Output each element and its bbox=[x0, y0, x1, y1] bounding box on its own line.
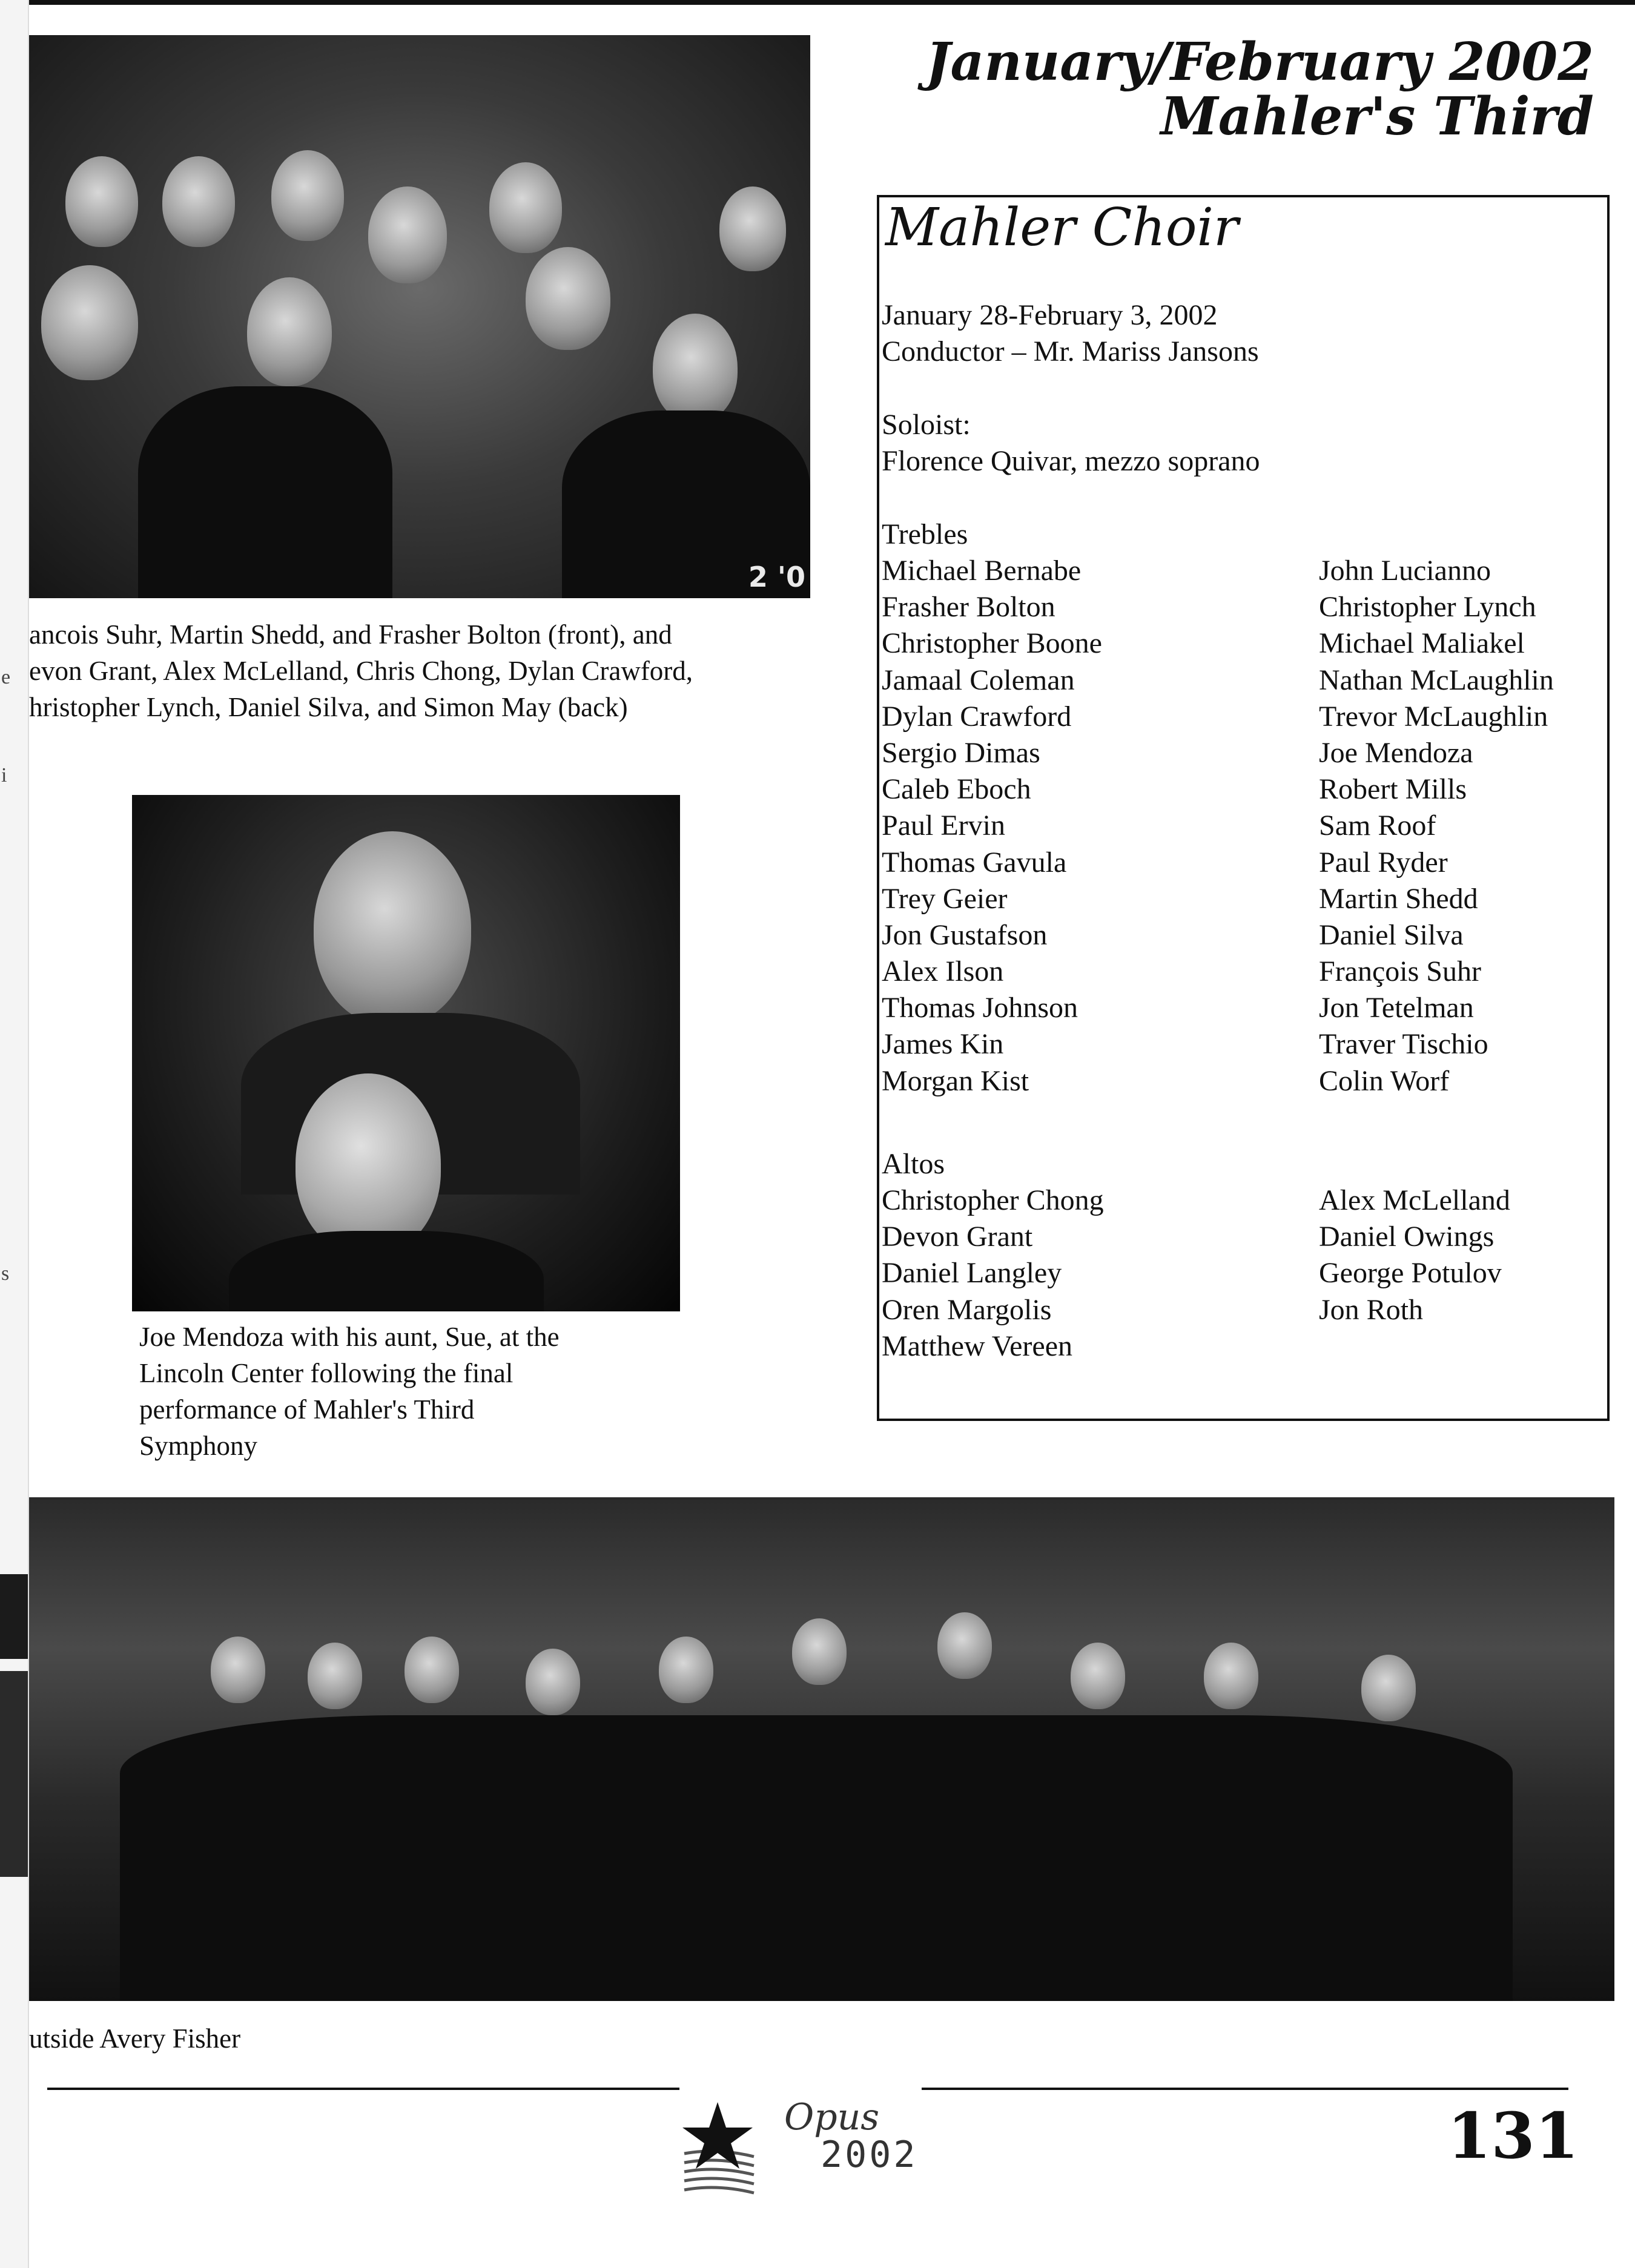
page-header bbox=[925, 31, 1594, 147]
logo-year: 2002 bbox=[821, 2134, 918, 2176]
edge-letter: i bbox=[1, 764, 7, 786]
list-item: Colin Worf bbox=[1319, 1064, 1450, 1097]
list-item: Michael Bernabe bbox=[882, 555, 1082, 587]
list-item: James Kin bbox=[882, 1028, 1004, 1061]
header-title: Mahler's Third bbox=[1160, 86, 1594, 147]
list-item: Frasher Bolton bbox=[882, 591, 1055, 624]
choir-box bbox=[877, 195, 1610, 1421]
opus-logo bbox=[681, 2096, 923, 2199]
logo-word: Opus bbox=[784, 2096, 880, 2138]
page-number: 131 bbox=[1447, 2098, 1579, 2173]
choir-dates: January 28-February 3, 2002 bbox=[882, 299, 1218, 331]
footer-rule-left bbox=[47, 2088, 679, 2090]
choir-title: Mahler Choir bbox=[885, 197, 1239, 258]
photo-date-stamp: 2 '0 bbox=[748, 561, 805, 593]
list-item: Nathan McLaughlin bbox=[1319, 664, 1554, 696]
soloist-label: Soloist: bbox=[882, 409, 971, 441]
list-item: Thomas Johnson bbox=[882, 992, 1078, 1024]
list-item: Joe Mendoza bbox=[1319, 736, 1473, 769]
joe-mendoza-photo bbox=[132, 795, 680, 1311]
list-item: Jon Roth bbox=[1319, 1293, 1424, 1326]
list-item: Matthew Vereen bbox=[882, 1330, 1072, 1362]
list-item: Trey Geier bbox=[882, 882, 1008, 915]
list-item: George Potulov bbox=[1319, 1257, 1502, 1290]
soloist-name: Florence Quivar, mezzo soprano bbox=[882, 445, 1260, 477]
choir-conductor: Conductor – Mr. Mariss Jansons bbox=[882, 335, 1259, 368]
list-item: Jon Tetelman bbox=[1319, 992, 1474, 1024]
middle-photo-caption: Joe Mendoza with his aunt, Sue, at the Lincoln Center following the final performance of Mahler's Third Symphony bbox=[139, 1322, 560, 1461]
binding-strip bbox=[0, 0, 29, 2268]
list-item: Jamaal Coleman bbox=[882, 664, 1075, 696]
edge-letter: s bbox=[1, 1262, 10, 1285]
list-item: Alex McLelland bbox=[1319, 1184, 1510, 1216]
list-item: Dylan Crawford bbox=[882, 700, 1072, 733]
list-item: Daniel Langley bbox=[882, 1257, 1062, 1290]
list-item: Christopher Chong bbox=[882, 1184, 1104, 1216]
footer-rule-right bbox=[922, 2088, 1568, 2090]
list-item: Michael Maliakel bbox=[1319, 627, 1525, 660]
altos-right-list bbox=[1319, 1182, 1510, 1328]
list-item: Daniel Silva bbox=[1319, 918, 1464, 951]
list-item: Devon Grant bbox=[882, 1221, 1033, 1253]
top-border bbox=[0, 0, 1635, 5]
list-item: Sergio Dimas bbox=[882, 736, 1040, 769]
altos-left-list bbox=[882, 1182, 1104, 1365]
list-item: François Suhr bbox=[1319, 955, 1481, 988]
list-item: Paul Ryder bbox=[1319, 846, 1448, 879]
top-photo-caption: ancois Suhr, Martin Shedd, and Frasher Bolton (front), and evon Grant, Alex McLelland, Chris Chong, Dylan Crawford, hristopher Lynch, Daniel Silva, and Simon May (back) bbox=[29, 619, 693, 722]
list-item: Robert Mills bbox=[1319, 773, 1467, 806]
list-item: Alex Ilson bbox=[882, 955, 1004, 988]
list-item: Trevor McLaughlin bbox=[1319, 700, 1548, 733]
choir-group-photo bbox=[29, 1497, 1614, 2001]
list-item: Traver Tischio bbox=[1319, 1028, 1488, 1061]
header-date: January/February 2002 bbox=[925, 31, 1594, 93]
edge-letter: e bbox=[1, 666, 11, 688]
binding-dark-band bbox=[0, 1671, 28, 1877]
list-item: Oren Margolis bbox=[882, 1293, 1052, 1326]
list-item: John Lucianno bbox=[1319, 555, 1491, 587]
list-item: Daniel Owings bbox=[1319, 1221, 1495, 1253]
trebles-left-list bbox=[882, 553, 1102, 1099]
list-item: Caleb Eboch bbox=[882, 773, 1031, 806]
list-item: Thomas Gavula bbox=[882, 846, 1067, 879]
list-item: Jon Gustafson bbox=[882, 918, 1048, 951]
list-item: Morgan Kist bbox=[882, 1064, 1029, 1097]
list-item: Paul Ervin bbox=[882, 809, 1005, 842]
group-photo-boys bbox=[29, 35, 810, 598]
binding-dark-band bbox=[0, 1574, 28, 1659]
altos-label: Altos bbox=[882, 1148, 945, 1180]
bottom-photo-caption: utside Avery Fisher bbox=[29, 2023, 241, 2054]
trebles-label: Trebles bbox=[882, 518, 968, 550]
trebles-right-list bbox=[1319, 553, 1554, 1099]
list-item: Sam Roof bbox=[1319, 809, 1436, 842]
list-item: Christopher Lynch bbox=[1319, 591, 1536, 624]
list-item: Martin Shedd bbox=[1319, 882, 1478, 915]
list-item: Christopher Boone bbox=[882, 627, 1102, 660]
